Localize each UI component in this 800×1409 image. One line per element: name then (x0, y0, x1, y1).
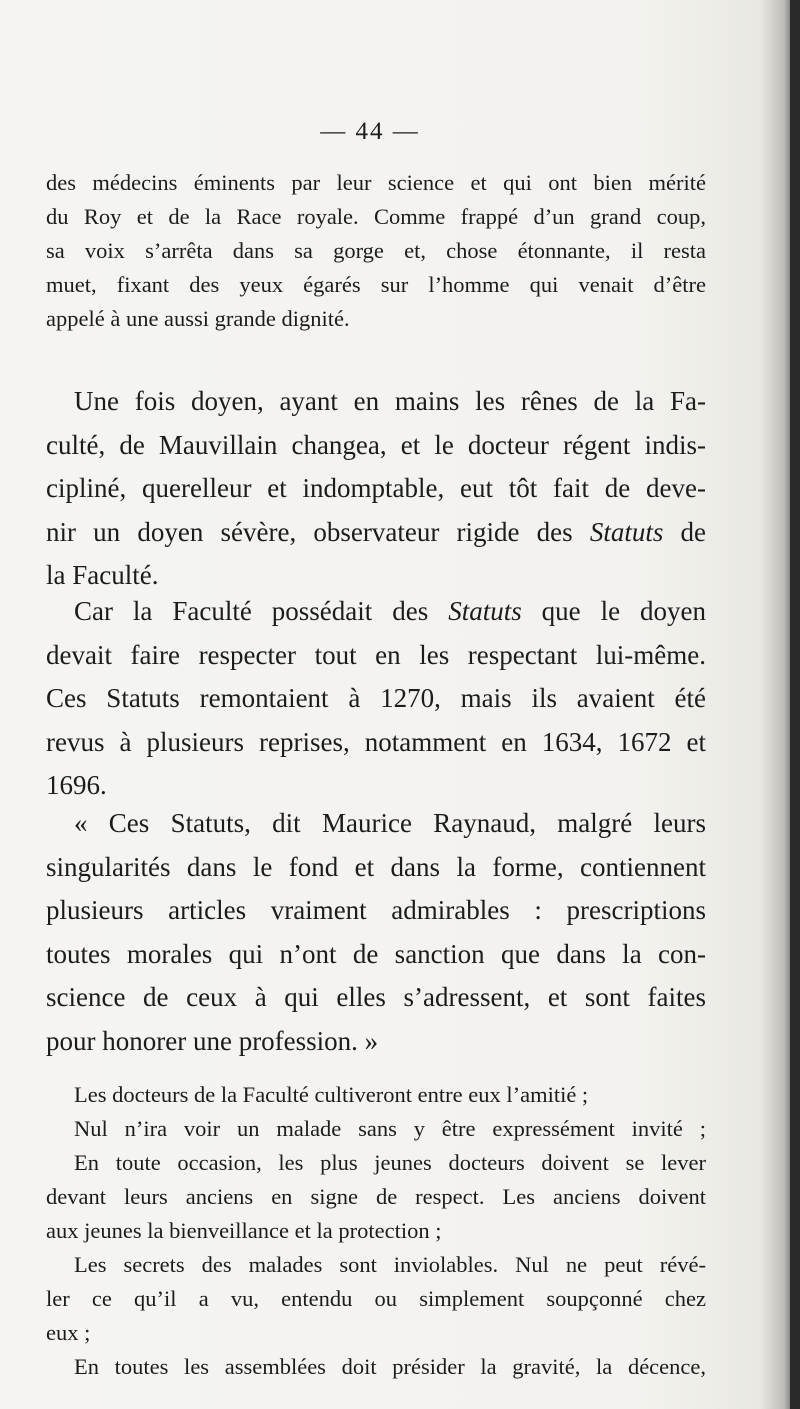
rule-item-continued: devant leurs anciens en signe de respect. Les anciens doivent (46, 1184, 706, 1209)
text-line: des médecins éminents par leur science et qui ont bien mérité (46, 170, 706, 195)
text-line (46, 511, 706, 555)
text-line (46, 590, 706, 634)
text-line: sa voix s’arrêta dans sa gorge et, chose étonnante, il resta (46, 238, 706, 263)
text-line: la Faculté. (46, 560, 159, 590)
text-line: revus à plusieurs reprises, notamment en 1634, 1672 et (46, 726, 706, 757)
paragraph-statuts (46, 590, 706, 808)
rule-item: En toutes les assemblées doit présider la gravité, la décence, (74, 1354, 706, 1379)
statuts-rules-list (46, 1078, 706, 1384)
text-segment: de (680, 516, 707, 547)
page-number: — 44 — (320, 118, 420, 145)
paragraph-quote (46, 802, 706, 1063)
text-segment: nir un doyen sévère, observateur rigide des (46, 516, 573, 547)
text-line: 1696. (46, 770, 107, 800)
rule-item: Les secrets des malades sont inviolables. Nul ne peut révé- (74, 1252, 706, 1277)
text-line: « Ces Statuts, dit Maurice Raynaud, malgré leurs (74, 808, 706, 838)
paragraph-doyen (46, 380, 706, 598)
text-line: toutes morales qui n’ont de sanction que dans la con- (46, 938, 706, 969)
text-line: Une fois doyen, ayant en mains les rênes de la Fa- (74, 386, 706, 416)
text-line: devait faire respecter tout en les respectant lui-même. (46, 639, 706, 670)
rule-item-continued: aux jeunes la bienveillance et la protection ; (46, 1218, 442, 1243)
text-line: culté, de Mauvillain changea, et le docteur régent indis- (46, 429, 706, 460)
rule-item-continued: ler ce qu’il a vu, entendu ou simplement soupçonné chez (46, 1286, 706, 1311)
book-spine-shadow (790, 0, 800, 1409)
text-line: Ces Statuts remontaient à 1270, mais ils avaient été (46, 683, 706, 713)
text-line: singularités dans le fond et dans la forme, contiennent (46, 851, 706, 882)
rule-item: Les docteurs de la Faculté cultiveront entre eux l’amitié ; (74, 1082, 589, 1107)
text-line: cipliné, querelleur et indomptable, eut tôt fait de deve- (46, 473, 706, 503)
statuts-italic: Statuts (448, 596, 522, 626)
text-line: science de ceux à qui elles s’adressent, et sont faites (46, 982, 706, 1012)
text-line: plusieurs articles vraiment admirables : prescriptions (46, 895, 706, 925)
rule-item: En toute occasion, les plus jeunes docteurs doivent se lever (74, 1150, 706, 1175)
text-segment: Car la Faculté possédait des (74, 596, 429, 626)
paragraph-intro (46, 166, 706, 336)
rule-item-continued: eux ; (46, 1320, 91, 1345)
rule-item: Nul n’ira voir un malade sans y être expressément invité ; (74, 1116, 706, 1141)
text-line: muet, fixant des yeux égarés sur l’homme qui venait d’être (46, 272, 706, 297)
text-line: appelé à une aussi grande dignité. (46, 306, 350, 331)
text-line: du Roy et de la Race royale. Comme frappé d’un grand coup, (46, 204, 706, 229)
text-segment: que le doyen (541, 596, 707, 626)
statuts-italic: Statuts (589, 516, 664, 547)
text-line: pour honorer une profession. » (46, 1025, 379, 1056)
